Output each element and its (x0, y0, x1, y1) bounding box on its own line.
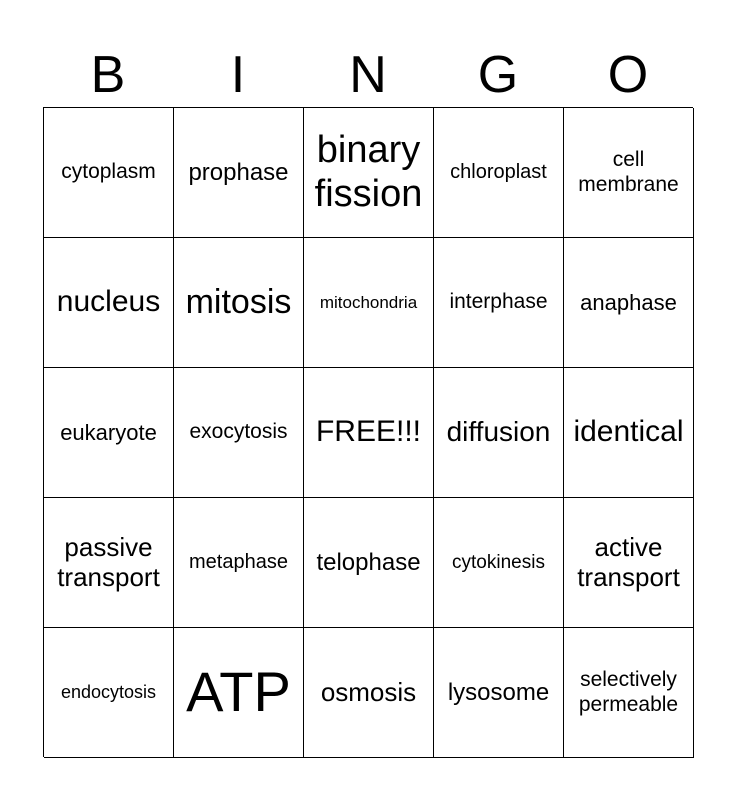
bingo-cell[interactable]: cell membrane (564, 108, 694, 238)
bingo-cell[interactable]: metaphase (174, 498, 304, 628)
bingo-cell[interactable]: binary fission (304, 108, 434, 238)
bingo-cell[interactable]: telophase (304, 498, 434, 628)
bingo-header (43, 40, 693, 110)
bingo-cell[interactable]: diffusion (434, 368, 564, 498)
bingo-cell[interactable]: cytokinesis (434, 498, 564, 628)
header-letter-i: I (230, 46, 246, 104)
bingo-cell[interactable]: prophase (174, 108, 304, 238)
bingo-cell[interactable]: interphase (434, 238, 564, 368)
bingo-cell[interactable]: cytoplasm (44, 108, 174, 238)
bingo-cell[interactable]: osmosis (304, 628, 434, 758)
bingo-cell[interactable]: eukaryote (44, 368, 174, 498)
bingo-cell[interactable]: nucleus (44, 238, 174, 368)
bingo-cell[interactable]: exocytosis (174, 368, 304, 498)
bingo-cell[interactable]: passive transport (44, 498, 174, 628)
header-letter-b: B (90, 46, 126, 104)
bingo-cell[interactable]: ATP (174, 628, 304, 758)
bingo-cell[interactable]: chloroplast (434, 108, 564, 238)
header-letter-n: N (349, 46, 387, 104)
bingo-cell[interactable]: lysosome (434, 628, 564, 758)
bingo-grid (43, 107, 693, 757)
bingo-cell[interactable]: FREE!!! (304, 368, 434, 498)
bingo-cell[interactable]: anaphase (564, 238, 694, 368)
header-letter-o: O (607, 46, 649, 104)
bingo-cell[interactable]: endocytosis (44, 628, 174, 758)
bingo-cell[interactable]: identical (564, 368, 694, 498)
bingo-cell[interactable]: mitochondria (304, 238, 434, 368)
header-letter-g: G (477, 46, 519, 104)
bingo-cell[interactable]: mitosis (174, 238, 304, 368)
bingo-cell[interactable]: selectively permeable (564, 628, 694, 758)
bingo-cell[interactable]: active transport (564, 498, 694, 628)
